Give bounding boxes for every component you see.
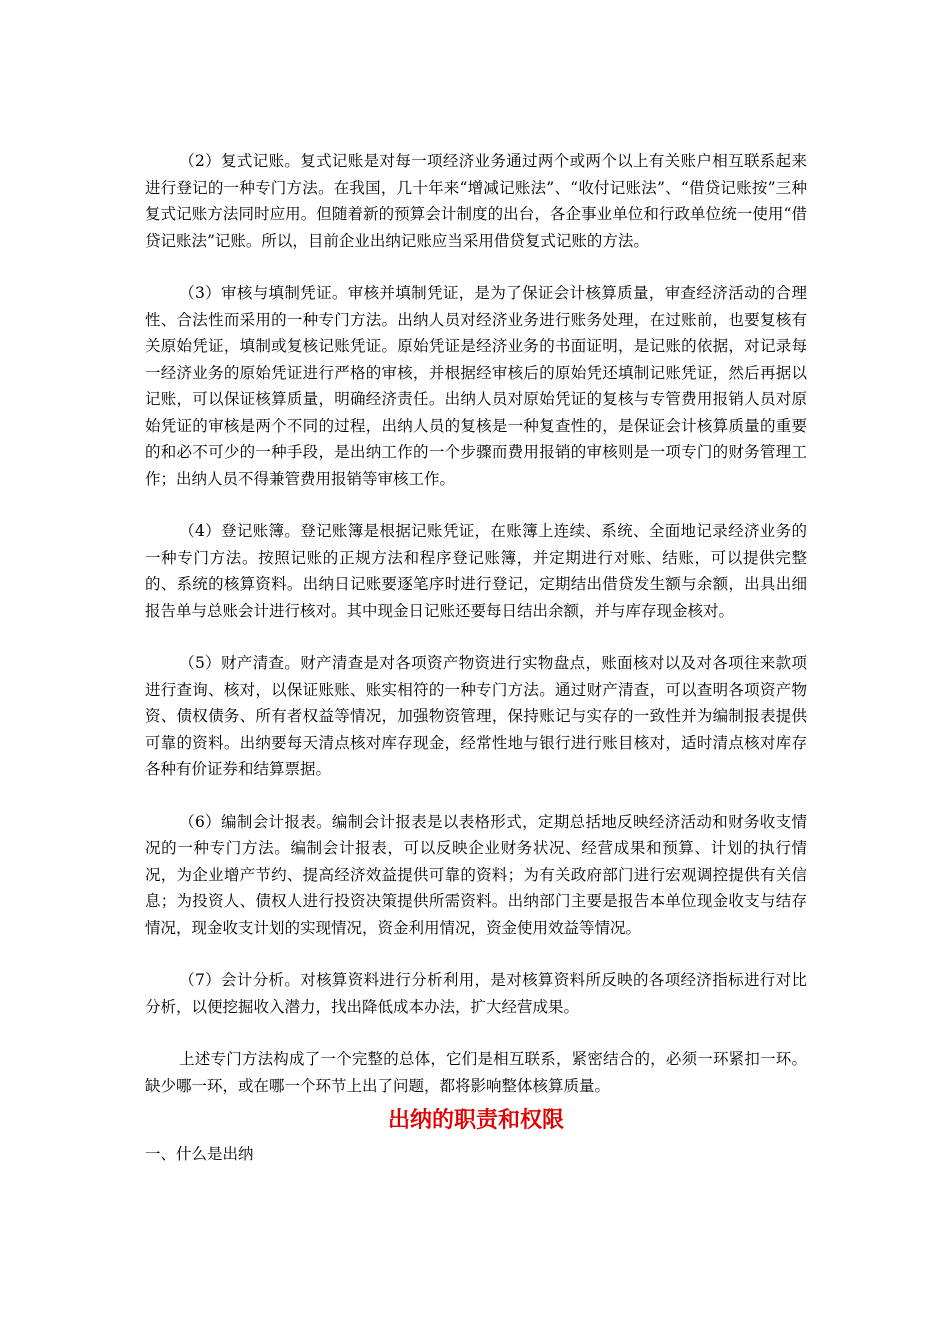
section-subheading: 一、什么是出纳 xyxy=(145,1145,254,1163)
paragraph-spacer xyxy=(145,783,807,809)
section-title: 出纳的职责和权限 xyxy=(387,1107,564,1133)
paragraph-spacer xyxy=(145,941,807,967)
paragraph-summary: 上述专门方法构成了一个完整的总体，它们是相互联系，紧密结合的，必须一环紧扣一环。缺少哪一环，或在哪一个环节上出了问题，都将影响整体核算质量。 xyxy=(145,1050,807,1095)
paragraph-spacer xyxy=(145,254,807,280)
paragraph-financial-statements: （6）编制会计报表。编制会计报表是以表格形式，定期总括地反映经济活动和财务收支情况的一种专门方法。编制会计报表，可以反映企业财务状况、经营成果和预算、计划的执行情况，为企业增产节约、提高经济效益提供可靠的资料；为有关政府部门进行宏观调控提供有关信息；为投资人、债权人进行投资决策提供所需资料。出纳部门主要是报告本单位现金收支与结存情况，现金收支计划的实现情况，资金利用情况，资金使用效益等情况。 xyxy=(145,812,807,937)
paragraph-ledger-registration: （4）登记账簿。登记账簿是根据记账凭证，在账簿上连续、系统、全面地记录经济业务的一种专门方法。按照记账的正规方法和程序登记账簿，并定期进行对账、结账，可以提供完整的、系统的核算资料。出纳日记账要逐笔序时进行登记，定期结出借贷发生额与余额，出具出细报告单与总账会计进行核对。其中现金日记账还要每日结出余额，并与库存现金核对。 xyxy=(145,522,807,620)
paragraph-spacer xyxy=(145,492,807,518)
paragraph-spacer xyxy=(145,1020,807,1046)
paragraph-spacer xyxy=(145,624,807,650)
paragraph-property-inventory: （5）财产清查。财产清查是对各项资产物资进行实物盘点，账面核对以及对各项往来款项进行查询、核对，以保证账账、账实相符的一种专门方法。通过财产清查，可以查明各项资产物资、债权债务、所有者权益等情况，加强物资管理，保持账记与实存的一致性并为编制报表提供可靠的资料。出纳要每天清点核对库存现金，经常性地与银行进行账目核对，适时清点核对库存各种有价证券和结算票据。 xyxy=(145,654,807,778)
paragraph-double-entry: （2）复式记账。复式记账是对每一项经济业务通过两个或两个以上有关账户相互联系起来进行登记的一种专门方法。在我国，几十年来“增减记账法”、“收付记账法”、“借贷记账按”三种复式记账方法同时应用。但随着新的预算会计制度的出台，各企事业单位和行政单位统一使用“借贷记账法”记账。所以，目前企业出纳记账应当采用借贷复式记账的方法。 xyxy=(145,152,807,250)
document-body xyxy=(145,148,807,1171)
paragraph-accounting-analysis: （7）会计分析。对核算资料进行分析利用，是对核算资料所反映的各项经济指标进行对比分析，以便挖掘收入潜力，找出降低成本办法，扩大经营成果。 xyxy=(145,971,807,1016)
paragraph-voucher-review: （3）审核与填制凭证。审核并填制凭证，是为了保证会计核算质量，审查经济活动的合理性、合法性而采用的一种专门方法。出纳人员对经济业务进行账务处理，在过账前，也要复核有关原始凭证，填制或复核记账凭证。原始凭证是经济业务的书面证明，是记账的依据，对记录每一经济业务的原始凭证进行严格的审核，并根据经审核后的原始凭还填制记账凭证，然后再据以记账，可以保证核算质量，明确经济责任。出纳人员对原始凭证的复核与专管费用报销人员对原始凭证的审核是两个不同的过程，出纳人员的复核是一种复查性的，是保证会计核算质量的重要的和必不可少的一种手段，是出纳工作的一个步骤而费用报销的审核则是一项专门的财务管理工作；出纳人员不得兼管费用报销等审核工作。 xyxy=(145,284,807,488)
